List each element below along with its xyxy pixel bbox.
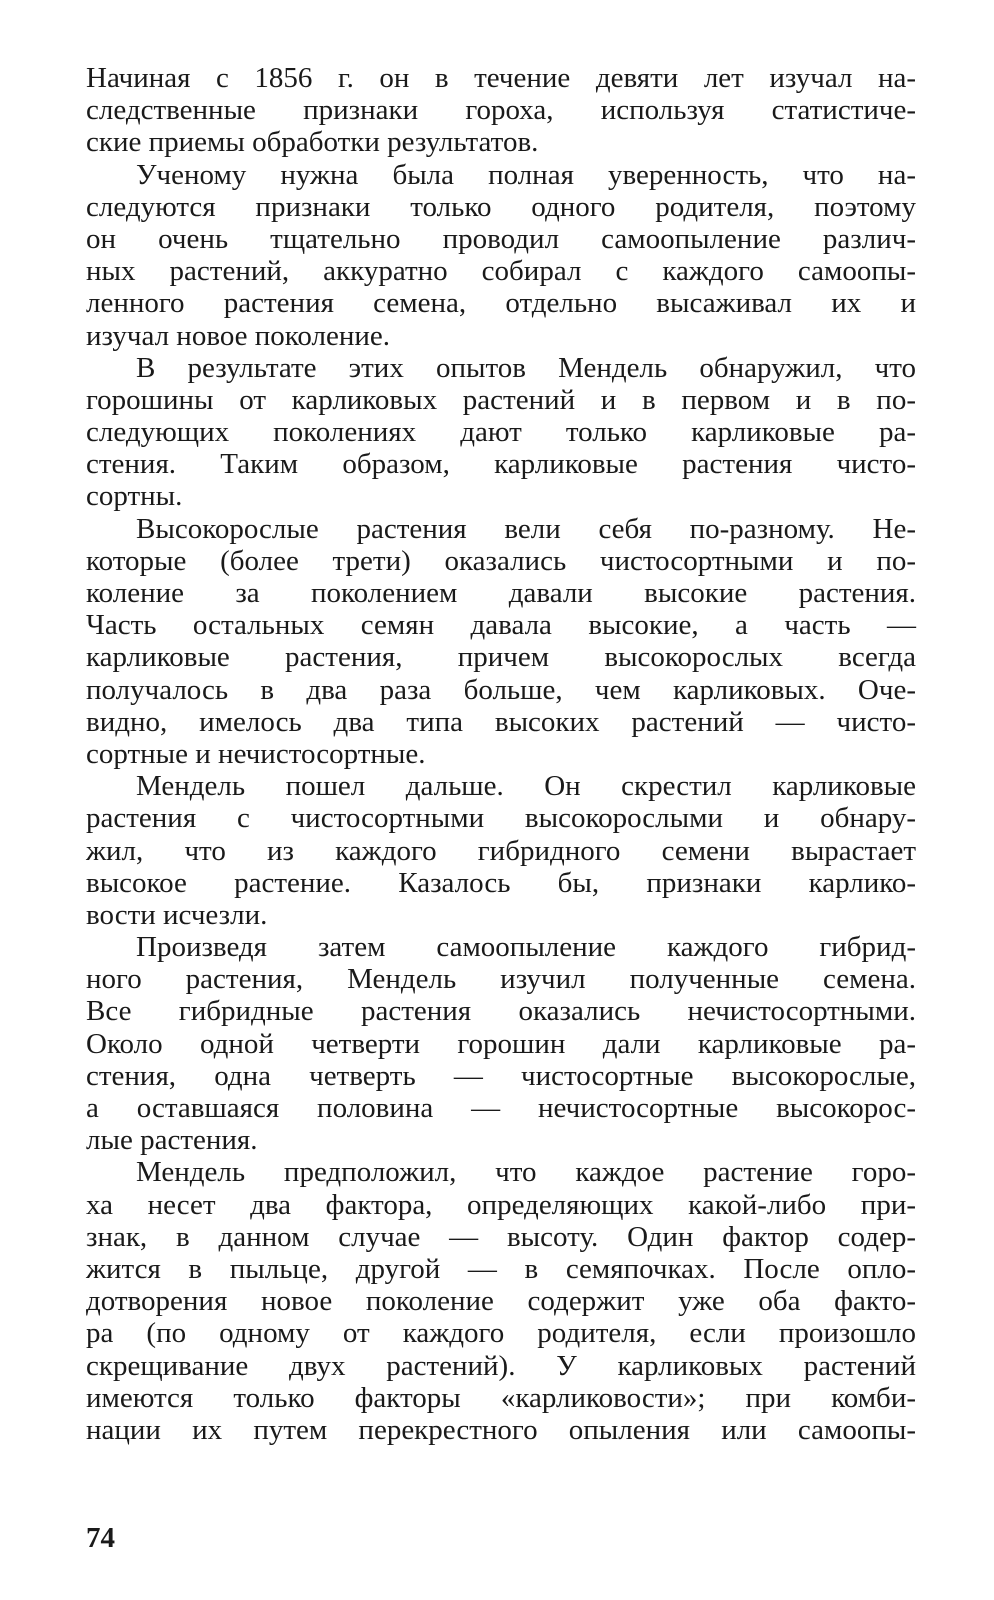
text-line: Мендель предположил, что каждое растение горо- (136, 1156, 916, 1189)
text-line: ных растений, аккуратно собирал с каждого самоопы- (86, 255, 916, 288)
text-line: Начиная с 1856 г. он в течение девяти лет изучал на- (86, 62, 916, 94)
paragraph (86, 1156, 916, 1446)
text-line: горошины от карликовых растений и в первом и в по- (86, 383, 916, 416)
text-line: стения, одна четверть — чистосортные высокорослые, (86, 1059, 916, 1092)
text-line: карликовые растения, причем высокорослых всегда (86, 641, 916, 674)
text-line: растения с чистосортными высокорослыми и обнару- (86, 802, 916, 835)
text-line: следующих поколениях дают только карликовые ра- (86, 416, 916, 449)
text-line: Ученому нужна была полная уверенность, что на- (136, 158, 916, 191)
text-line: видно, имелось два типа высоких растений — чисто- (86, 705, 916, 738)
text-line: высокое растение. Казалось бы, признаки карлико- (86, 866, 916, 899)
text-line: Высокорослые растения вели себя по-разному. Не- (136, 512, 916, 545)
text-line: коление за поколением давали высокие растения. (86, 577, 916, 609)
paragraph (86, 931, 916, 1156)
text-line: Около одной четверти горошин дали карликовые ра- (86, 1027, 916, 1060)
text-line: ра (по одному от каждого родителя, если произошло (86, 1317, 916, 1350)
page-body (86, 62, 916, 1446)
text-line: которые (более трети) оказались чистосортными и по- (86, 544, 916, 577)
paragraph (86, 159, 916, 352)
text-line: жил, что из каждого гибридного семени вырастает (86, 834, 916, 867)
text-line: Все гибридные растения оказались нечистосортными. (86, 995, 916, 1028)
text-line: ские приемы обработки результатов. (86, 126, 539, 159)
text-line: сортны. (86, 480, 183, 513)
text-line: скрещивание двух растений). У карликовых растений (86, 1349, 916, 1382)
paragraph (86, 770, 916, 931)
text-line: вости исчезли. (86, 898, 268, 931)
paragraph (86, 513, 916, 771)
paragraph (86, 352, 916, 513)
text-line: стения. Таким образом, карликовые растения чисто- (86, 448, 916, 481)
text-line: ха несет два фактора, определяющих какой-либо при- (86, 1188, 916, 1221)
text-line: следственные признаки гороха, используя статистиче- (86, 94, 916, 127)
text-line: следуются признаки только одного родителя, поэтому (86, 190, 916, 223)
text-line: В результате этих опытов Мендель обнаружил, что (136, 351, 916, 384)
text-line: Произведя затем самоопыление каждого гибрид- (136, 931, 916, 964)
text-line: ленного растения семена, отдельно высаживал их и (86, 287, 916, 320)
text-line: Часть остальных семян давала высокие, а часть — (86, 609, 916, 642)
text-line: имеются только факторы «карликовости»; при комби- (86, 1381, 916, 1414)
paragraph (86, 62, 916, 159)
text-line: лые растения. (86, 1124, 258, 1157)
text-line: знак, в данном случае — высоту. Один фактор содер- (86, 1220, 916, 1253)
text-line: а оставшаяся половина — нечистосортные высокорос- (86, 1092, 916, 1124)
text-line: дотворения новое поколение содержит уже оба факто- (86, 1285, 916, 1318)
page-number: 74 (86, 1522, 115, 1554)
text-line: нации их путем перекрестного опыления или самоопы- (86, 1413, 916, 1446)
text-line: изучал новое поколение. (86, 319, 391, 352)
text-line: сортные и нечистосортные. (86, 737, 426, 770)
text-line: жится в пыльце, другой — в семяпочках. После опло- (86, 1252, 916, 1285)
text-line: получалось в два раза больше, чем карликовых. Оче- (86, 673, 916, 706)
text-line: Мендель пошел дальше. Он скрестил карликовые (136, 770, 916, 803)
text-line: он очень тщательно проводил самоопыление различ- (86, 222, 916, 255)
text-line: ного растения, Мендель изучил полученные семена. (86, 963, 916, 996)
